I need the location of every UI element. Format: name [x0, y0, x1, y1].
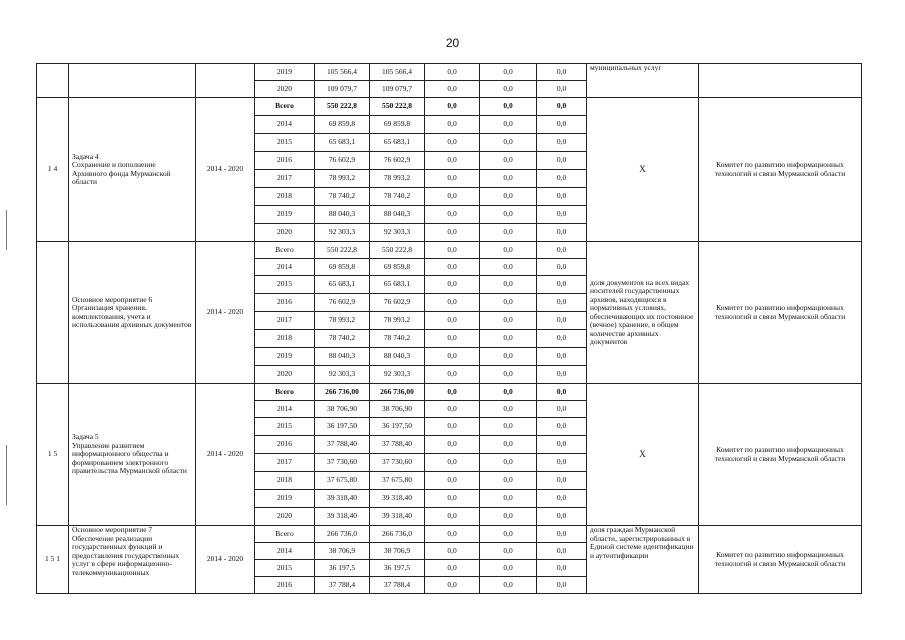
value-cell: 0,0	[480, 312, 537, 330]
year-cell: Всего	[255, 98, 315, 116]
table-row	[37, 242, 862, 259]
value-cell: 0,0	[537, 330, 587, 348]
value-cell: 0,0	[480, 330, 537, 348]
value-cell: 0,0	[537, 526, 587, 543]
value-cell: 0,0	[480, 454, 537, 472]
value-cell: 0,0	[480, 384, 537, 401]
source-cell: 109 079,7	[370, 81, 425, 98]
source-cell: 39 318,40	[370, 508, 425, 526]
year-cell: 2016	[255, 294, 315, 312]
value-cell: 0,0	[537, 348, 587, 366]
value-cell: 0,0	[425, 98, 480, 116]
value-cell: 0,0	[537, 560, 587, 577]
row-period-cell: 2014 - 2020	[196, 526, 255, 594]
total-cell: 78 740,2	[315, 188, 370, 206]
source-cell: 78 740,2	[370, 188, 425, 206]
value-cell: 0,0	[537, 366, 587, 384]
value-cell: 0,0	[537, 490, 587, 508]
value-cell: 0,0	[480, 81, 537, 98]
value-cell: 0,0	[425, 508, 480, 526]
year-cell: 2017	[255, 454, 315, 472]
year-cell: 2015	[255, 134, 315, 152]
year-cell: 2018	[255, 188, 315, 206]
value-cell: 0,0	[537, 454, 587, 472]
total-cell: 69 859,8	[315, 259, 370, 276]
value-cell: 0,0	[537, 401, 587, 418]
value-cell: 0,0	[480, 152, 537, 170]
executor-cell	[699, 64, 862, 98]
total-cell: 550 222,8	[315, 98, 370, 116]
row-period-cell	[196, 64, 255, 98]
source-cell: 266 736,00	[370, 384, 425, 401]
source-cell: 38 706,90	[370, 401, 425, 418]
executor-cell: Комитет по развитию информационных технологий и связи Мурманской области	[699, 242, 862, 384]
row-period-cell: 2014 - 2020	[196, 242, 255, 384]
year-cell: 2015	[255, 276, 315, 294]
source-cell: 88 040,3	[370, 348, 425, 366]
year-cell: 2020	[255, 366, 315, 384]
value-cell: 0,0	[537, 98, 587, 116]
value-cell: 0,0	[425, 543, 480, 560]
value-cell: 0,0	[480, 242, 537, 259]
value-cell: 0,0	[480, 490, 537, 508]
indicator-cell: X	[587, 384, 699, 526]
row-code-cell: 1 4	[37, 98, 69, 242]
value-cell: 0,0	[480, 170, 537, 188]
row-name-cell: Задача 5 Управление развитием информационного общества и формированием электронного правительства Мурманской области	[69, 384, 196, 526]
executor-cell: Комитет по развитию информационных технологий и связи Мурманской области	[699, 384, 862, 526]
source-cell: 78 740,2	[370, 330, 425, 348]
value-cell: 0,0	[480, 259, 537, 276]
value-cell: 0,0	[537, 259, 587, 276]
value-cell: 0,0	[425, 116, 480, 134]
source-cell: 36 197,5	[370, 560, 425, 577]
value-cell: 0,0	[537, 134, 587, 152]
value-cell: 0,0	[425, 206, 480, 224]
row-code-cell	[37, 242, 69, 384]
value-cell: 0,0	[425, 188, 480, 206]
year-cell: Всего	[255, 526, 315, 543]
total-cell: 36 197,5	[315, 560, 370, 577]
value-cell: 0,0	[480, 436, 537, 454]
value-cell: 0,0	[537, 224, 587, 242]
budget-table	[36, 63, 862, 594]
value-cell: 0,0	[425, 259, 480, 276]
total-cell: 88 040,3	[315, 348, 370, 366]
year-cell: 2019	[255, 206, 315, 224]
row-period-cell: 2014 - 2020	[196, 98, 255, 242]
value-cell: 0,0	[537, 276, 587, 294]
year-cell: 2019	[255, 490, 315, 508]
value-cell: 0,0	[480, 116, 537, 134]
value-cell: 0,0	[537, 384, 587, 401]
value-cell: 0,0	[425, 312, 480, 330]
value-cell: 0,0	[425, 348, 480, 366]
row-name-cell: Задача 4 Сохранение и пополнение Архивного фонда Мурманской области	[69, 98, 196, 242]
value-cell: 0,0	[425, 366, 480, 384]
total-cell: 105 566,4	[315, 64, 370, 81]
year-cell: 2018	[255, 330, 315, 348]
total-cell: 550 222,8	[315, 242, 370, 259]
table-row	[37, 64, 862, 81]
value-cell: 0,0	[537, 188, 587, 206]
total-cell: 78 993,2	[315, 312, 370, 330]
total-cell: 37 730,60	[315, 454, 370, 472]
year-cell: 2015	[255, 418, 315, 436]
executor-cell: Комитет по развитию информационных технологий и связи Мурманской области	[699, 526, 862, 594]
table-row	[37, 384, 862, 401]
total-cell: 76 602,9	[315, 152, 370, 170]
year-cell: 2020	[255, 224, 315, 242]
value-cell: 0,0	[425, 490, 480, 508]
value-cell: 0,0	[537, 81, 587, 98]
total-cell: 65 683,1	[315, 276, 370, 294]
value-cell: 0,0	[425, 152, 480, 170]
source-cell: 550 222,8	[370, 242, 425, 259]
indicator-cell: муниципальных услуг	[587, 64, 699, 98]
value-cell: 0,0	[537, 312, 587, 330]
value-cell: 0,0	[537, 294, 587, 312]
year-cell: 2019	[255, 64, 315, 81]
value-cell: 0,0	[480, 401, 537, 418]
value-cell: 0,0	[480, 134, 537, 152]
value-cell: 0,0	[425, 170, 480, 188]
total-cell: 38 706,90	[315, 401, 370, 418]
year-cell: 2014	[255, 259, 315, 276]
table-row	[37, 98, 862, 116]
year-cell: 2020	[255, 508, 315, 526]
year-cell: 2016	[255, 436, 315, 454]
source-cell: 69 859,8	[370, 116, 425, 134]
value-cell: 0,0	[425, 81, 480, 98]
source-cell: 38 706,9	[370, 543, 425, 560]
value-cell: 0,0	[537, 543, 587, 560]
row-code-cell: 1 5	[37, 384, 69, 526]
total-cell: 266 736,0	[315, 526, 370, 543]
total-cell: 69 859,8	[315, 116, 370, 134]
total-cell: 266 736,00	[315, 384, 370, 401]
total-cell: 37 675,80	[315, 472, 370, 490]
total-cell: 37 788,4	[315, 577, 370, 594]
row-name-cell: Основное мероприятие 7 Обеспечение реализации государственных функций и предоставления государственных услуг в сфере информационно-телекоммуникационных	[69, 526, 196, 594]
source-cell: 266 736,0	[370, 526, 425, 543]
value-cell: 0,0	[425, 294, 480, 312]
value-cell: 0,0	[425, 134, 480, 152]
source-cell: 37 788,4	[370, 577, 425, 594]
value-cell: 0,0	[537, 64, 587, 81]
year-cell: 2016	[255, 577, 315, 594]
source-cell: 76 602,9	[370, 152, 425, 170]
scan-margin-mark	[6, 210, 7, 250]
value-cell: 0,0	[537, 170, 587, 188]
total-cell: 37 788,40	[315, 436, 370, 454]
value-cell: 0,0	[425, 384, 480, 401]
total-cell: 65 683,1	[315, 134, 370, 152]
value-cell: 0,0	[425, 418, 480, 436]
source-cell: 69 859,8	[370, 259, 425, 276]
indicator-cell: доля документов на всех видах носителей государственных архивов, находящихся в нормативных условиях, обеспечивающих их постоянное (вечное) хранение, в общем количестве архивных документов	[587, 242, 699, 384]
value-cell: 0,0	[425, 330, 480, 348]
value-cell: 0,0	[480, 560, 537, 577]
value-cell: 0,0	[537, 152, 587, 170]
value-cell: 0,0	[425, 454, 480, 472]
source-cell: 78 993,2	[370, 170, 425, 188]
source-cell: 550 222,8	[370, 98, 425, 116]
source-cell: 36 197,50	[370, 418, 425, 436]
year-cell: 2015	[255, 560, 315, 577]
value-cell: 0,0	[480, 206, 537, 224]
value-cell: 0,0	[425, 401, 480, 418]
source-cell: 39 318,40	[370, 490, 425, 508]
value-cell: 0,0	[537, 472, 587, 490]
value-cell: 0,0	[480, 366, 537, 384]
source-cell: 88 040,3	[370, 206, 425, 224]
value-cell: 0,0	[480, 508, 537, 526]
source-cell: 37 788,40	[370, 436, 425, 454]
value-cell: 0,0	[480, 577, 537, 594]
value-cell: 0,0	[537, 206, 587, 224]
year-cell: 2014	[255, 401, 315, 418]
source-cell: 65 683,1	[370, 134, 425, 152]
budget-table-body	[37, 64, 862, 594]
year-cell: 2014	[255, 116, 315, 134]
year-cell: 2016	[255, 152, 315, 170]
executor-cell: Комитет по развитию информационных технологий и связи Мурманской области	[699, 98, 862, 242]
total-cell: 92 303,3	[315, 366, 370, 384]
year-cell: Всего	[255, 384, 315, 401]
value-cell: 0,0	[425, 224, 480, 242]
year-cell: Всего	[255, 242, 315, 259]
value-cell: 0,0	[480, 188, 537, 206]
value-cell: 0,0	[537, 418, 587, 436]
row-name-cell	[69, 64, 196, 98]
total-cell: 109 079,7	[315, 81, 370, 98]
row-code-cell	[37, 64, 69, 98]
value-cell: 0,0	[425, 577, 480, 594]
value-cell: 0,0	[537, 436, 587, 454]
source-cell: 37 675,80	[370, 472, 425, 490]
total-cell: 76 602,9	[315, 294, 370, 312]
source-cell: 92 303,3	[370, 366, 425, 384]
indicator-cell: доля граждан Мурманской области, зарегистрированных в Единой системе идентификации и аутентификации	[587, 526, 699, 594]
value-cell: 0,0	[480, 348, 537, 366]
value-cell: 0,0	[480, 224, 537, 242]
value-cell: 0,0	[537, 577, 587, 594]
year-cell: 2018	[255, 472, 315, 490]
total-cell: 38 706,9	[315, 543, 370, 560]
page-number: 20	[445, 36, 460, 50]
value-cell: 0,0	[480, 526, 537, 543]
total-cell: 78 993,2	[315, 170, 370, 188]
value-cell: 0,0	[480, 418, 537, 436]
year-cell: 2017	[255, 312, 315, 330]
total-cell: 78 740,2	[315, 330, 370, 348]
value-cell: 0,0	[480, 543, 537, 560]
source-cell: 65 683,1	[370, 276, 425, 294]
row-period-cell: 2014 - 2020	[196, 384, 255, 526]
value-cell: 0,0	[425, 560, 480, 577]
total-cell: 39 318,40	[315, 490, 370, 508]
source-cell: 37 730,60	[370, 454, 425, 472]
value-cell: 0,0	[425, 472, 480, 490]
source-cell: 78 993,2	[370, 312, 425, 330]
source-cell: 105 566,4	[370, 64, 425, 81]
year-cell: 2020	[255, 81, 315, 98]
value-cell: 0,0	[537, 508, 587, 526]
year-cell: 2014	[255, 543, 315, 560]
total-cell: 92 303,3	[315, 224, 370, 242]
total-cell: 36 197,50	[315, 418, 370, 436]
source-cell: 76 602,9	[370, 294, 425, 312]
row-name-cell: Основное мероприятие 6 Организация хранения, комплектования, учета и использования архивных документов	[69, 242, 196, 384]
value-cell: 0,0	[425, 64, 480, 81]
row-code-cell: 1 5 1	[37, 526, 69, 594]
value-cell: 0,0	[480, 294, 537, 312]
value-cell: 0,0	[425, 242, 480, 259]
value-cell: 0,0	[480, 64, 537, 81]
scan-margin-mark	[6, 445, 7, 505]
value-cell: 0,0	[425, 436, 480, 454]
total-cell: 88 040,3	[315, 206, 370, 224]
value-cell: 0,0	[537, 242, 587, 259]
value-cell: 0,0	[425, 276, 480, 294]
source-cell: 92 303,3	[370, 224, 425, 242]
value-cell: 0,0	[480, 472, 537, 490]
table-row	[37, 526, 862, 543]
value-cell: 0,0	[480, 276, 537, 294]
year-cell: 2019	[255, 348, 315, 366]
indicator-cell: X	[587, 98, 699, 242]
total-cell: 39 318,40	[315, 508, 370, 526]
value-cell: 0,0	[480, 98, 537, 116]
year-cell: 2017	[255, 170, 315, 188]
value-cell: 0,0	[537, 116, 587, 134]
value-cell: 0,0	[425, 526, 480, 543]
